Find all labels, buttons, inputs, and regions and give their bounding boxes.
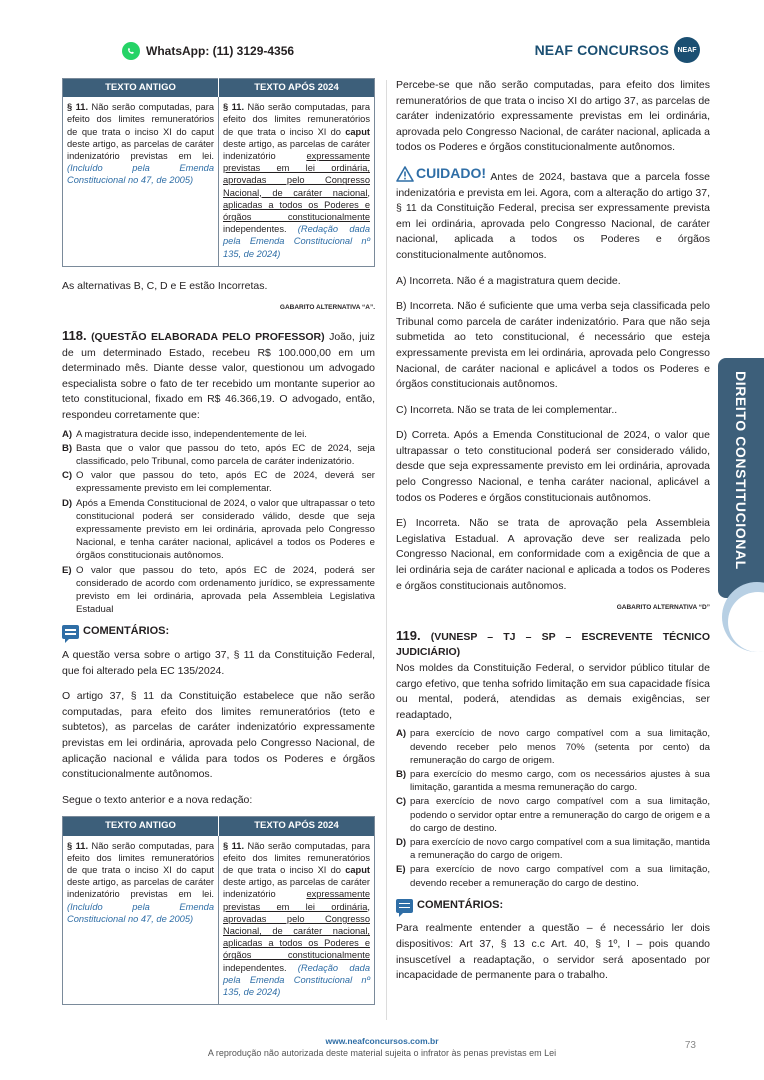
option-b[interactable]: B) Basta que o valor que passou do teto, após EC de 2024, seja classificado, pelo Tribunal, como parcela de caráter indenizatório. xyxy=(62,442,375,467)
option-a[interactable]: A) para exercício de novo cargo compatível com a sua limitação, devendo receber pelo menos 70% (setenta por cento) da remuneração do cargo de origem. xyxy=(396,728,710,766)
left-column xyxy=(62,78,375,1005)
table-cell-new: § 11. Não serão computadas, para efeito dos limites remuneratórios de que trata o inciso XI do caput deste artigo, as parcelas de caráter indenizatório expressamente previstas em lei ordinária, aprovadas pelo Congresso Nacional, de caráter nacional, aplicadas a todos os Poderes e órgãos constitucionalmente independentes. (Redação dada pela Emenda Constitucional nº 135, de 2024) xyxy=(223,102,371,259)
whatsapp-contact[interactable] xyxy=(122,40,294,62)
cuidado-block: CUIDADO! Antes de 2024, bastava que a parcela fosse indenizatória e prevista em lei. Agora, com a alteração do artigo 37, § 11 da Constituição Federal, precisa ser expressamente prevista em lei ordinária, aprovada pelo Congresso Nacional, de caráter nacional, aplicada a todos os Poderes e órgãos constitucionalmente autônomos. xyxy=(396,165,711,261)
column-divider xyxy=(386,80,387,1020)
incorretas-text: As alternativas B, C, D e E estão Incorretas. xyxy=(62,279,268,292)
table-cell-new: § 11. Não serão computadas, para efeito dos limites remuneratórios de que trata o inciso XI do caput deste artigo, as parcelas de caráter indenizatório expressamente previstas em lei ordinária, aprovadas pelo Congresso Nacional, de caráter nacional, aplicadas a todos os Poderes e órgãos constitucionalmente independentes. (Redação dada pela Emenda Constitucional nº 135, de 2024) xyxy=(223,840,371,998)
table-cell-old: § 11. Não serão computadas, para efeito dos limites remuneratórios de que trata o inciso XI do caput deste artigo, as parcelas de caráter indenizatório previstas em lei. (Incluído pela Emenda Constitucional no 47, de 2005) xyxy=(63,836,219,1005)
table-header-old: TEXTO ANTIGO xyxy=(63,817,219,836)
answer-a: A) Incorreta. Não é a magistratura quem decide. xyxy=(396,274,621,287)
answer-c: C) Incorreta. Não se trata de lei complementar.. xyxy=(396,403,618,416)
brand-name: NEAF CONCURSOS xyxy=(534,42,669,58)
option-d[interactable]: D) para exercício de novo cargo compatível com a sua limitação, mantida a remuneração do cargo de origem. xyxy=(396,837,710,862)
question-118-options xyxy=(62,428,375,617)
warning-icon xyxy=(396,166,414,182)
comparison-table-2 xyxy=(62,816,375,1005)
whatsapp-number: WhatsApp: (11) 3129-4356 xyxy=(146,44,295,58)
answer-d: D) Correta. Após a Emenda Constitucional de 2024, o valor que ultrapassar o teto constitucional poderá ser considerado válido, desde que seja expressamente previsto em lei ordinária, aprovada pelo Congresso Nacional, e tenha caráter nacional, aplicável a todos os Poderes e órgãos constitucionais autônomos. xyxy=(396,429,710,504)
section-tab-label: DIREITO CONSTITUCIONAL xyxy=(733,370,749,570)
cuidado-label: CUIDADO! xyxy=(396,166,486,182)
table-cell-old: § 11. Não serão computadas, para efeito dos limites remuneratórios de que trata o inciso XI do caput deste artigo, as parcelas de caráter indenizatório previstas em lei. (Incluído pela Emenda Constitucional no 47, de 2005) xyxy=(63,97,219,266)
option-e[interactable]: E) para exercício de novo cargo compatível com a sua limitação, devendo receber a remuneração do cargo de destino. xyxy=(396,864,710,889)
comentarios-heading-2: COMENTÁRIOS: xyxy=(396,898,710,914)
question-118: 118. (QUESTÃO ELABORADA PELO PROFESSOR) João, juiz de um determinado Estado, recebeu R$ 100.000,00 em um determinado mês. Diante desse valor, questionou um advogado especialista sobre o fato de ter recebido um montante superior ao teto constitucional, fixado em R$ 46.366,19. O advogado, então, respondeu corretamente que: xyxy=(62,328,375,421)
whatsapp-icon xyxy=(122,42,140,60)
question-119-options xyxy=(396,727,710,889)
table-header-new: TEXTO APÓS 2024 xyxy=(219,817,375,836)
option-c[interactable]: C) para exercício de novo cargo compatível com a sua limitação, podendo o servidor optar entre a remuneração do cargo de origem e a do cargo de destino. xyxy=(396,796,710,834)
brand xyxy=(535,37,700,63)
option-d[interactable]: D) Após a Emenda Constitucional de 2024, o valor que ultrapassar o teto constitucional poderá ser considerado válido, desde que seja expressamente previsto em lei ordinária, aprovada pelo Congresso Nacional, e tenha caráter nacional, aplicável a todos os Poderes e órgãos constitucionais autônomos. xyxy=(62,497,375,562)
right-last-paragraph: Para realmente entender a questão – é necessário ler dois dispositivos: Art 37, § 13 c.c Art. 40, § 1º, I – pois quando insuscetível a readaptação, o servidor será aposentado por incapacidade de permanente para o trabalho. xyxy=(396,922,710,982)
comment-paragraph-2: O artigo 37, § 11 da Constituição estabelece que não serão computadas, para efeito dos limites remuneratórios (teto e subtetos), as parcelas de caráter indenizatório expressamente previstas em lei ordinária, aprovada pelo Congresso Nacional, de aplicação nacional e válida para todos os Poderes e órgãos constitucionalmente autônomos. xyxy=(62,690,375,781)
table-header-new: TEXTO APÓS 2024 xyxy=(219,79,375,98)
option-c[interactable]: C) O valor que passou do teto, após EC de 2024, deverá ser expressamente previsto em lei complementar. xyxy=(62,470,375,495)
brand-logo: NEAF xyxy=(674,37,700,63)
footer-note: A reprodução não autorizada deste material sujeita o infrator às penas previstas em Lei xyxy=(207,1048,557,1058)
right-column xyxy=(396,78,710,994)
gabarito-d: GABARITO ALTERNATIVA “D” xyxy=(616,604,710,612)
gabarito-a: GABARITO ALTERNATIVA “A”. xyxy=(279,304,375,312)
page-number: 73 xyxy=(684,1040,696,1051)
option-a[interactable]: A) A magistratura decide isso, independentemente de lei. xyxy=(62,428,307,440)
comment-paragraph-3: Segue o texto anterior e a nova redação: xyxy=(62,793,253,806)
answer-e: E) Incorreta. Não se trata de aprovação pela Assembleia Legislativa Estadual. A aprovação deve ser realizada pelo Congresso Nacional, em conformidade com a exigência de que a lei ordinária seja de caráter nacional e aplicada a todos os Poderes e órgãos constitucionais autônomos. xyxy=(396,517,710,592)
comment-icon xyxy=(396,899,413,913)
footer-url[interactable]: www.neafconcursos.com.br xyxy=(325,1036,439,1046)
option-b[interactable]: B) para exercício do mesmo cargo, com os necessários ajustes à sua limitação, garantida a mesma remuneração do cargo. xyxy=(396,768,710,794)
question-119: 119. (VUNESP – TJ – SP – ESCREVENTE TÉCNICO JUDICIÁRIO) Nos moldes da Constituição Federal, o servidor público titular de cargo efetivo, que tenha sofrido limitação em sua capacidade física ou mental, poderá, atendidas as demais exigências, ser readaptado, xyxy=(396,627,710,721)
comentarios-heading: COMENTÁRIOS: xyxy=(62,624,375,640)
option-e[interactable]: E) O valor que passou do teto, após EC de 2024, poderá ser considerado de acordo com ordenamento jurídico, se expressamente previsto em lei ordinária, aprovada pela Assembleia Legislativa Estadual xyxy=(62,564,375,616)
table-header-old: TEXTO ANTIGO xyxy=(63,79,219,98)
right-paragraph-1: Percebe-se que não serão computadas, para efeito dos limites remuneratórios de que trata o inciso XI do artigo 37, as parcelas de caráter indenizatório expressamente previstas em lei ordinária, aprovada pelo Congresso Nacional, de caráter nacional, aplicada a todos os Poderes e órgãos constitucionalmente autônomos. xyxy=(396,79,710,154)
comment-paragraph-1: A questão versa sobre o artigo 37, § 11 da Constituição Federal, que foi alterado pela EC 135/2024. xyxy=(62,649,375,677)
answer-b: B) Incorreta. Não é suficiente que uma verba seja classificada pelo Tribunal como parcela de caráter indenizatório. Para que não seja submetida ao teto constitucional, é necessário que esteja expressamente prevista em lei ordinária, aprovada pelo Congresso Nacional, de caráter nacional e aplicável a todos os Poderes e órgãos constitucionais autônomos. xyxy=(396,300,710,391)
comment-icon xyxy=(62,625,79,639)
comparison-table-1 xyxy=(62,78,375,267)
